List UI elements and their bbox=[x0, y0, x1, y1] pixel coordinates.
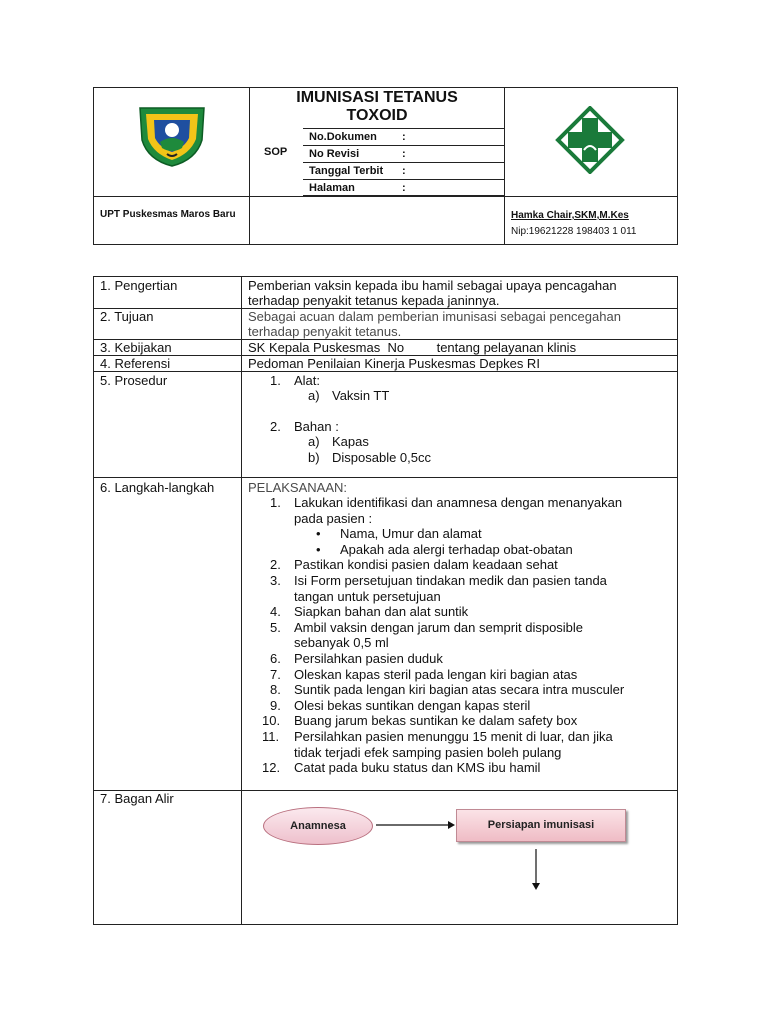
list-marker: b) bbox=[308, 450, 320, 465]
section-label-referensi: 4. Referensi bbox=[100, 356, 171, 371]
step-text: Buang jarum bekas suntikan ke dalam safety box bbox=[294, 713, 578, 729]
step-text: Lakukan identifikasi dan anamnesa dengan menanyakan bbox=[294, 495, 623, 510]
meta-row-page: Halaman : bbox=[303, 179, 504, 196]
list-marker: a) bbox=[308, 388, 320, 403]
step-text: Pastikan kondisi pasien dalam keadaan sehat bbox=[294, 557, 558, 573]
section-text-kebijakan: SK Kepala Puskesmas No tentang pelayanan klinis bbox=[248, 340, 577, 355]
step-number: 10. bbox=[262, 713, 281, 729]
step-text: Suntik pada lengan kiri bagian atas secara intra musculer bbox=[294, 682, 625, 698]
puskesmas-cross-icon bbox=[554, 106, 626, 174]
step-text-continued: pada pasien : bbox=[294, 510, 373, 526]
list-item: Disposable 0,5cc bbox=[332, 450, 431, 465]
prosedur-alat: Alat: bbox=[294, 373, 321, 388]
step-number: 5. bbox=[270, 619, 281, 635]
flow-node-persiapan: Persiapan imunisasi bbox=[456, 809, 626, 842]
list-marker: a) bbox=[308, 434, 320, 449]
step-number: 3. bbox=[270, 573, 281, 588]
step-number: 11. bbox=[262, 729, 280, 744]
step-text: Siapkan bahan dan alat suntik bbox=[294, 604, 469, 620]
signatory-nip: Nip:19621228 198403 1 011 bbox=[511, 226, 637, 237]
signatory-name: Hamka Chair,SKM,M.Kes bbox=[511, 210, 629, 221]
step-number: 6. bbox=[270, 651, 281, 666]
section-label-tujuan: 2. Tujuan bbox=[100, 309, 154, 324]
step-number: 1. bbox=[270, 495, 281, 510]
step-number: 9. bbox=[270, 697, 281, 713]
section-label-kebijakan: 3. Kebijakan bbox=[100, 340, 172, 355]
table-row-divider bbox=[94, 477, 677, 478]
header-divider bbox=[94, 196, 504, 197]
step-number: 7. bbox=[270, 666, 281, 682]
bullet-icon: • bbox=[316, 541, 321, 557]
meta-row-revision: No Revisi : bbox=[303, 145, 504, 162]
step-text-continued: tangan untuk persetujuan bbox=[294, 588, 441, 604]
bullet-item: Apakah ada alergi terhadap obat-obatan bbox=[340, 541, 573, 557]
header-divider bbox=[504, 88, 505, 244]
table-row-divider bbox=[94, 790, 677, 791]
section-text-tujuan: Sebagai acuan dalam pemberian imunisasi sebagai pencegahan terhadap penyakit tetanus. bbox=[248, 309, 621, 339]
sop-content-table bbox=[93, 276, 678, 925]
bullet-icon: • bbox=[316, 526, 321, 542]
flow-arrow-down bbox=[530, 849, 542, 891]
flow-node-anamnesa: Anamnesa bbox=[263, 807, 373, 845]
unit-name: UPT Puskesmas Maros Baru bbox=[100, 209, 236, 220]
prosedur-bahan: Bahan : bbox=[294, 419, 339, 434]
step-text: Isi Form persetujuan tindakan medik dan pasien tanda bbox=[294, 573, 607, 588]
pelaksanaan-heading: PELAKSANAAN: bbox=[248, 480, 347, 495]
section-label-prosedur: 5. Prosedur bbox=[100, 373, 168, 388]
step-number: 2. bbox=[270, 557, 281, 573]
table-column-divider bbox=[241, 277, 242, 924]
step-text: Persilahkan pasien menunggu 15 menit di luar, dan jika bbox=[294, 729, 613, 744]
header-divider bbox=[504, 196, 677, 197]
step-text: Olesi bekas suntikan dengan kapas steril bbox=[294, 697, 531, 713]
step-number: 12. bbox=[262, 760, 281, 776]
step-text: Catat pada buku status dan KMS ibu hamil bbox=[294, 760, 541, 776]
list-item: Kapas bbox=[332, 434, 369, 449]
document-title: IMUNISASI TETANUS TOXOID bbox=[296, 89, 458, 124]
prosedur-number: 2. bbox=[270, 419, 281, 434]
document-header bbox=[93, 87, 678, 245]
meta-row-document-number: No.Dokumen : bbox=[303, 128, 504, 145]
section-label-langkah: 6. Langkah-langkah bbox=[100, 480, 215, 495]
step-text-continued: sebanyak 0,5 ml bbox=[294, 635, 389, 651]
table-row-divider bbox=[94, 371, 677, 372]
step-text-continued: tidak terjadi efek samping pasien boleh pulang bbox=[294, 744, 562, 760]
step-number: 8. bbox=[270, 682, 281, 698]
bullet-item: Nama, Umur dan alamat bbox=[340, 526, 482, 542]
prosedur-number: 1. bbox=[270, 373, 281, 388]
step-text: Ambil vaksin dengan jarum dan semprit disposible bbox=[294, 619, 584, 635]
section-text-referensi: Pedoman Penilaian Kinerja Puskesmas Depkes RI bbox=[248, 356, 540, 371]
regional-emblem-icon bbox=[134, 104, 210, 168]
flow-arrow-right bbox=[374, 817, 456, 833]
sop-label: SOP bbox=[264, 146, 288, 158]
step-text: Persilahkan pasien duduk bbox=[294, 651, 443, 666]
step-text: Oleskan kapas steril pada lengan kiri bagian atas bbox=[294, 666, 578, 682]
list-item: Vaksin TT bbox=[332, 388, 390, 403]
section-label-pengertian: 1. Pengertian bbox=[100, 278, 178, 293]
document-meta-table bbox=[303, 128, 504, 196]
section-text-pengertian: Pemberian vaksin kepada ibu hamil sebagai upaya pencagahan terhadap penyakit tetanus kepada janinnya. bbox=[248, 278, 617, 308]
meta-row-issue-date: Tanggal Terbit : bbox=[303, 162, 504, 179]
step-number: 4. bbox=[270, 604, 281, 620]
section-label-bagan: 7. Bagan Alir bbox=[100, 791, 174, 806]
